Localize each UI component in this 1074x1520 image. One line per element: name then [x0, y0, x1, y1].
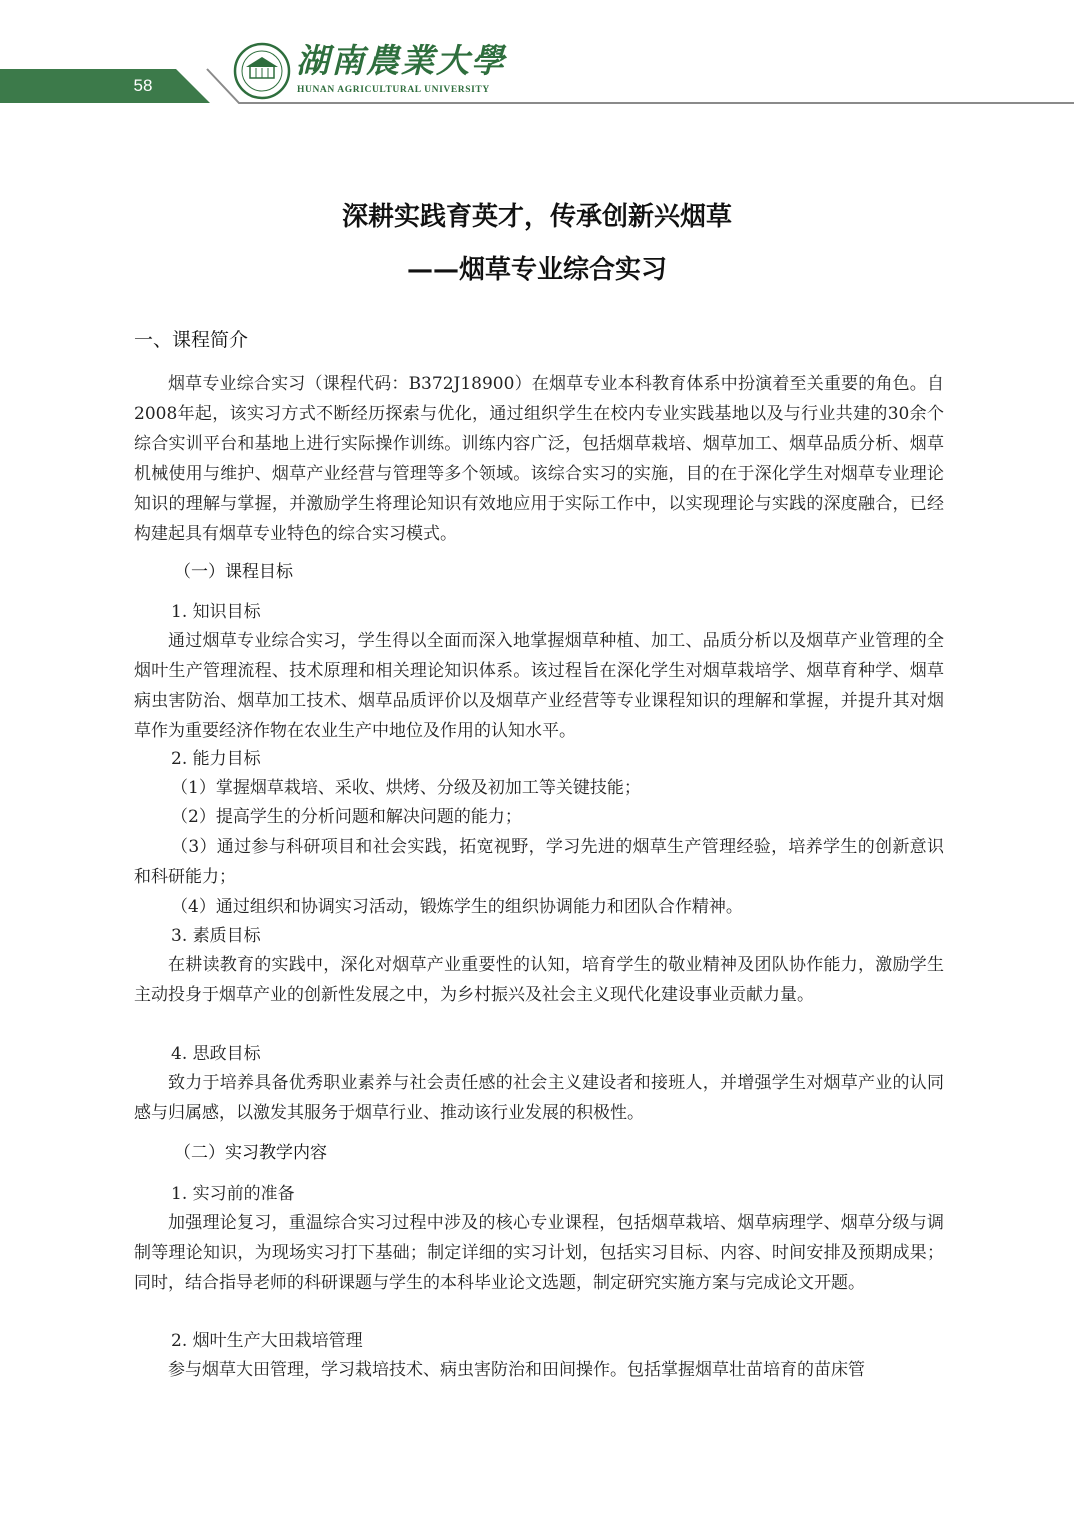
article-subtitle: ——烟草专业综合实习: [406, 255, 667, 285]
field-management-heading: 2. 烟叶生产大田栽培管理: [171, 1331, 363, 1351]
ability-goal-heading: 2. 能力目标: [171, 749, 261, 769]
ideology-goal-heading: 4. 思政目标: [171, 1044, 261, 1064]
ideology-goal-text: 致力于培养具备优秀职业素养与社会责任感的社会主义建设者和接班人，并增强学生对烟草产业的认同感与归属感，以激发其服务于烟草行业、推动该行业发展的积极性。: [134, 1073, 944, 1123]
subsection-heading-content: （二）实习教学内容: [174, 1143, 327, 1163]
header-graphic: [0, 0, 1074, 115]
article-title: 深耕实践育英才，传承创新兴烟草: [341, 202, 732, 232]
intro-paragraph: 烟草专业综合实习（课程代码：B372J18900）在烟草专业本科教育体系中扮演着至关重要的角色。自2008年起，该实习方式不断经历探索与优化，通过组织学生在校内专业实践基地以及与行业共建的30余个综合实训平台和基地上进行实际操作训练。训练内容广泛，包括烟草栽培、烟草加工、烟草品质分析、烟草机械使用与维护、烟草产业经营与管理等多个领域。该综合实习的实施，目的在于深化学生对烟草专业理论知识的理解与掌握，并激励学生将理论知识有效地应用于实际工作中，以实现理论与实践的深度融合，已经构建起具有烟草专业特色的综合实习模式。: [134, 374, 944, 544]
university-emblem-icon: [235, 44, 289, 98]
ability-item: （1）掌握烟草栽培、采收、烘烤、分级及初加工等关键技能；: [171, 778, 641, 798]
university-name-en: HUNAN AGRICULTURAL UNIVERSITY: [297, 85, 490, 95]
knowledge-goal-text: 通过烟草专业综合实习，学生得以全面而深入地掌握烟草种植、加工、品质分析以及烟草产业管理的全烟叶生产管理流程、技术原理和相关理论知识体系。该过程旨在深化学生对烟草栽培学、烟草育种学、烟草病虫害防治、烟草加工技术、烟草品质评价以及烟草产业经营等专业课程知识的理解和掌握，并提升其对烟草作为重要经济作物在农业生产中地位及作用的认知水平。: [134, 631, 944, 741]
quality-goal-text: 在耕读教育的实践中，深化对烟草产业重要性的认知，培育学生的敬业精神及团队协作能力，激励学生主动投身于烟草产业的创新性发展之中，为乡村振兴及社会主义现代化建设事业贡献力量。: [134, 955, 944, 1005]
ability-item: （4）通过组织和协调实习活动，锻炼学生的组织协调能力和团队合作精神。: [171, 897, 743, 917]
knowledge-goal-heading: 1. 知识目标: [171, 602, 261, 622]
page-number-tab: [0, 69, 210, 103]
field-management-text: 参与烟草大田管理，学习栽培技术、病虫害防治和田间操作。包括掌握烟草壮苗培育的苗床管: [168, 1360, 865, 1380]
section-heading: 一、课程简介: [134, 329, 249, 351]
page-number: 58: [133, 76, 153, 95]
quality-goal-heading: 3. 素质目标: [171, 926, 261, 946]
university-name-cn: 湖南農業大學: [296, 41, 506, 80]
prep-heading: 1. 实习前的准备: [171, 1184, 295, 1204]
prep-text: 加强理论复习，重温综合实习过程中涉及的核心专业课程，包括烟草栽培、烟草病理学、烟草分级与调制等理论知识，为现场实习打下基础；制定详细的实习计划，包括实习目标、内容、时间安排及预期成果；同时，结合指导老师的科研课题与学生的本科毕业论文选题，制定研究实施方案与完成论文开题。: [134, 1213, 944, 1293]
page-header: [0, 0, 1074, 115]
subsection-heading-goals: （一）课程目标: [174, 562, 293, 582]
ability-item: （3）通过参与科研项目和社会实践，拓宽视野，学习先进的烟草生产管理经验，培养学生的创新意识和科研能力；: [134, 837, 944, 887]
ability-item: （2）提高学生的分析问题和解决问题的能力；: [171, 807, 522, 827]
